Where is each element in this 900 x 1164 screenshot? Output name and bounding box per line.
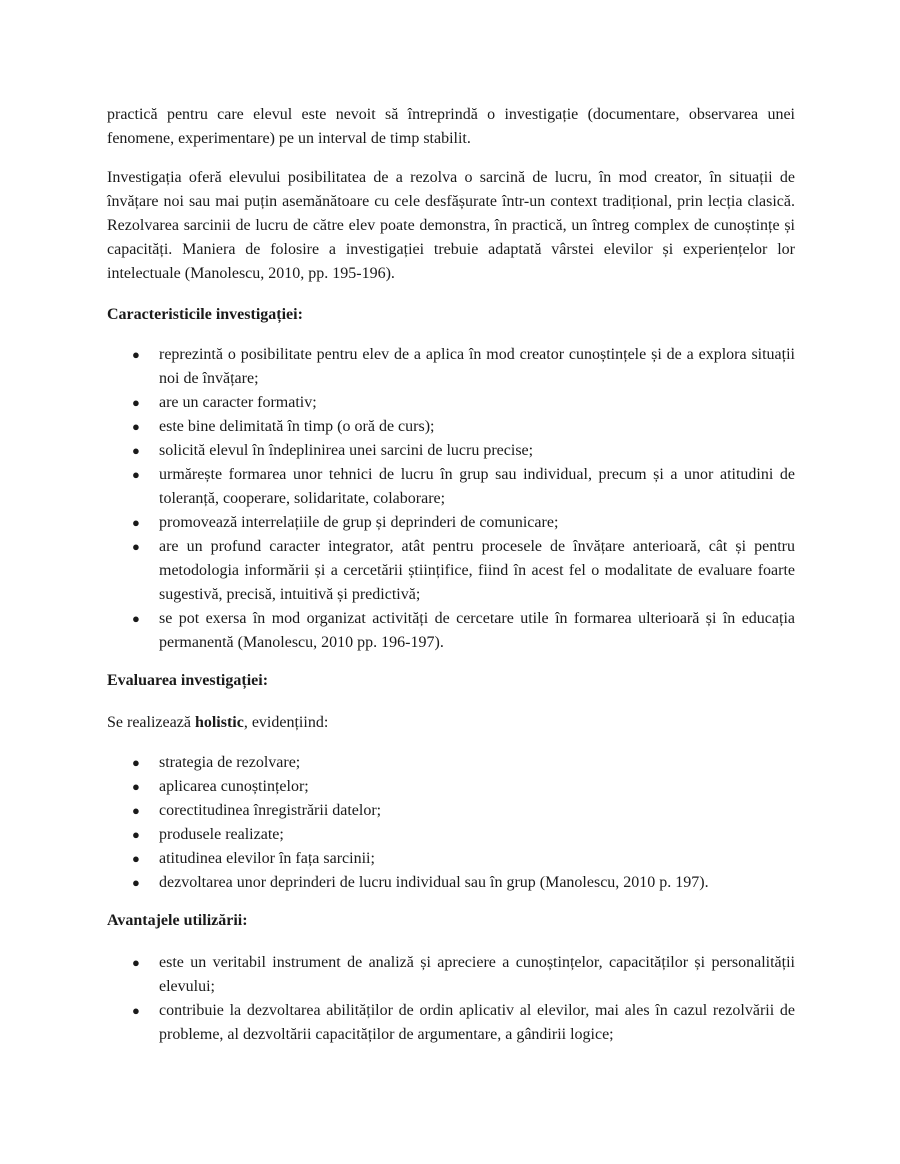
bullet-icon: ● bbox=[132, 1003, 140, 1018]
list-item: ● dezvoltarea unor deprinderi de lucru individual sau în grup (Manolescu, 2010 p. 197). bbox=[107, 871, 795, 895]
bullet-icon: ● bbox=[132, 467, 140, 482]
list-item: ● urmărește formarea unor tehnici de lucru în grup sau individual, precum și a unor atitudini de toleranță, cooperare, solidaritate, colaborare; bbox=[107, 463, 795, 511]
bullet-icon: ● bbox=[132, 539, 140, 554]
bullet-icon: ● bbox=[132, 755, 140, 770]
list-item: ● reprezintă o posibilitate pentru elev de a aplica în mod creator cunoștințele și de a explora situații noi de învățare; bbox=[107, 343, 795, 391]
list-item: ● este bine delimitată în timp (o oră de curs); bbox=[107, 415, 795, 439]
list-item: ● corectitudinea înregistrării datelor; bbox=[107, 799, 795, 823]
bullet-icon: ● bbox=[132, 955, 140, 970]
evaluation-heading: Evaluarea investigației: bbox=[107, 672, 269, 689]
intro-paragraph: Investigația oferă elevului posibilitatea de a rezolva o sarcină de lucru, în mod creator, în situații de învățare noi sau mai puțin asemănătoare cu cele desfășurate într-un context tradițional, prin lecția clasică. Rezolvarea sarcinii de lucru de către elev poate demonstra, în practică, un întreg complex de cunoștințe și capacități. Maniera de folosire a investigației trebuie adaptată vârstei elevilor și experiențelor lor intelectuale (Manolescu, 2010, pp. 195-196). bbox=[107, 169, 795, 282]
list-item: ● atitudinea elevilor în fața sarcinii; bbox=[107, 847, 795, 871]
list-item: ● este un veritabil instrument de analiză și apreciere a cunoștințelor, capacităților și personalității elevului; bbox=[107, 951, 795, 999]
bullet-icon: ● bbox=[132, 779, 140, 794]
bullet-icon: ● bbox=[132, 875, 140, 890]
characteristics-list bbox=[107, 343, 795, 655]
list-item: ● aplicarea cunoștințelor; bbox=[107, 775, 795, 799]
bullet-icon: ● bbox=[132, 515, 140, 530]
bullet-icon: ● bbox=[132, 827, 140, 842]
list-item: ● solicită elevul în îndeplinirea unei sarcini de lucru precise; bbox=[107, 439, 795, 463]
bullet-icon: ● bbox=[132, 443, 140, 458]
list-item: ● promovează interrelațiile de grup și deprinderi de comunicare; bbox=[107, 511, 795, 535]
document-page bbox=[107, 103, 795, 1061]
bullet-icon: ● bbox=[132, 611, 140, 626]
list-item: ● contribuie la dezvoltarea abilităților de ordin aplicativ al elevilor, mai ales în cazul rezolvării de probleme, al dezvoltării capacităților de argumentare, a gândirii logice; bbox=[107, 999, 795, 1047]
bullet-icon: ● bbox=[132, 851, 140, 866]
list-item: ● are un profund caracter integrator, atât pentru procesele de învățare anterioară, cât și pentru metodologia informării și a cercetării științifice, fiind în acest fel o modalitate de evaluare foarte sugestivă, precisă, intuitivă și predictivă; bbox=[107, 535, 795, 607]
continuation-paragraph: practică pentru care elevul este nevoit să întreprindă o investigație (documentare, observarea unei fenomene, experimentare) pe un interval de timp stabilit. bbox=[107, 106, 795, 147]
bullet-icon: ● bbox=[132, 395, 140, 410]
characteristics-heading: Caracteristicile investigației: bbox=[107, 306, 303, 323]
holistic-bold: holistic bbox=[194, 714, 244, 731]
advantages-list bbox=[107, 951, 795, 1047]
list-item: ● are un caracter formativ; bbox=[107, 391, 795, 415]
bullet-icon: ● bbox=[132, 803, 140, 818]
list-item: ● produsele realizate; bbox=[107, 823, 795, 847]
list-item: ● se pot exersa în mod organizat activități de cercetare utile în formarea ulterioară și în educația permanentă (Manolescu, 2010 pp. 196-197). bbox=[107, 607, 795, 655]
evaluation-list bbox=[107, 751, 795, 895]
list-item: ● strategia de rezolvare; bbox=[107, 751, 795, 775]
advantages-heading: Avantajele utilizării: bbox=[107, 912, 248, 929]
bullet-icon: ● bbox=[132, 419, 140, 434]
bullet-icon: ● bbox=[132, 347, 140, 362]
evaluation-intro: Se realizează holistic, evidențiind: bbox=[107, 714, 329, 731]
